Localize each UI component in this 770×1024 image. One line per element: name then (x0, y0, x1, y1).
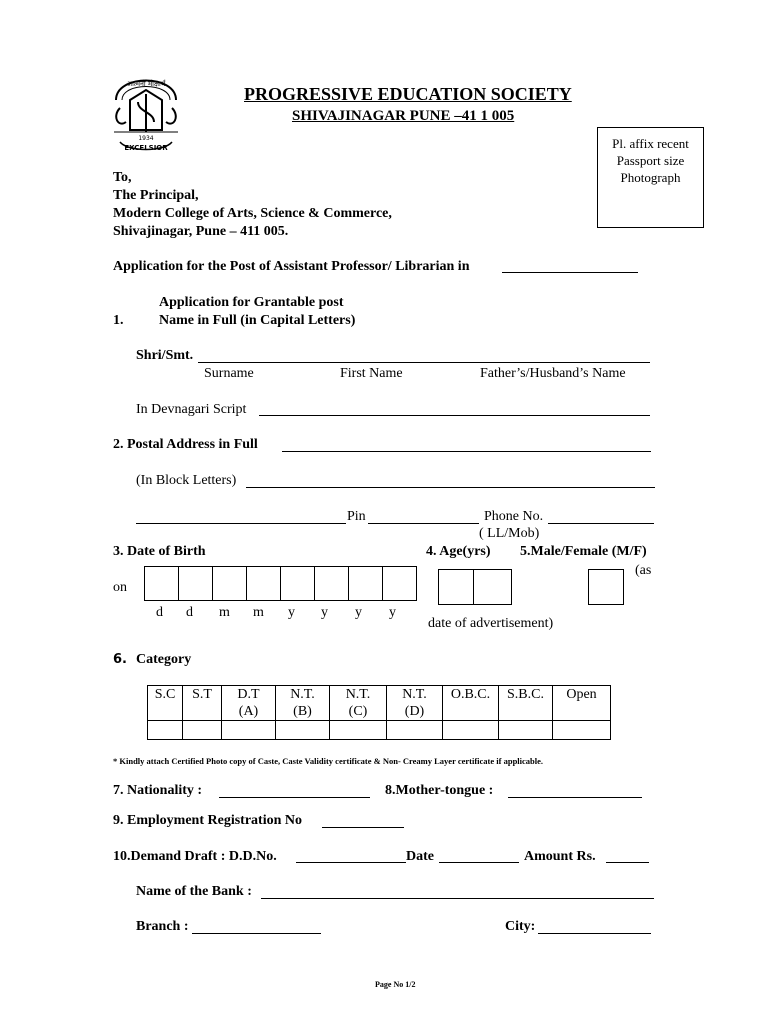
dob-letter-m2: m (253, 605, 264, 620)
age-box-1[interactable] (439, 570, 474, 604)
gender-box[interactable] (588, 569, 624, 605)
dob-letter-y3: y (355, 605, 362, 620)
mother-tongue-field[interactable] (508, 797, 642, 798)
branch-field[interactable] (192, 933, 321, 934)
category-number: 6. (113, 652, 127, 667)
application-post-label: Application for the Post of Assistant Professor/ Librarian in (113, 259, 470, 274)
category-input-obc[interactable] (443, 721, 499, 740)
category-input-sc[interactable] (148, 721, 183, 740)
category-sc: S.C (148, 686, 183, 721)
surname-caption: Surname (204, 366, 254, 381)
address-line1: The Principal, (113, 188, 199, 203)
category-input-nt-d[interactable] (387, 721, 443, 740)
category-table (147, 685, 611, 740)
category-note: * Kindly attach Certified Photo copy of Caste, Caste Validity certificate & Non- Creamy Layer certificate if applicable. (113, 756, 544, 766)
category-input-dt-a[interactable] (222, 721, 276, 740)
dd-number-field[interactable] (296, 862, 406, 863)
dob-box-m2[interactable] (247, 567, 281, 600)
pin-label: Pin (347, 509, 366, 524)
phone-note: ( LL/Mob) (479, 526, 540, 541)
phone-label: Phone No. (484, 509, 544, 524)
address-line3: Shivajinagar, Pune – 411 005. (113, 224, 289, 239)
category-open: Open (553, 686, 611, 721)
category-dt-a: D.T (A) (222, 686, 276, 721)
block-letters-field[interactable] (246, 487, 655, 488)
dob-boxes[interactable] (144, 566, 417, 601)
nationality-label: 7. Nationality : (113, 783, 203, 798)
photo-box-line1: Pl. affix recent (612, 136, 689, 151)
category-input-nt-b[interactable] (276, 721, 330, 740)
category-obc: O.B.C. (443, 686, 499, 721)
logo-year: 1934 (138, 135, 154, 142)
full-name-field[interactable] (198, 362, 650, 363)
post-field[interactable] (502, 272, 638, 273)
section1-label: Name in Full (in Capital Letters) (159, 313, 356, 328)
employment-reg-label: 9. Employment Registration No (113, 813, 302, 828)
first-name-caption: First Name (340, 366, 403, 381)
address-line-field[interactable] (136, 523, 346, 524)
category-label: Category (136, 652, 192, 667)
branch-label: Branch : (136, 919, 189, 934)
as-text: (as (635, 563, 652, 578)
pin-field[interactable] (368, 523, 479, 524)
category-input-row (148, 721, 611, 740)
page-number: Page No 1/2 (375, 980, 416, 989)
nationality-field[interactable] (219, 797, 370, 798)
devnagari-field[interactable] (259, 415, 650, 416)
age-label: 4. Age(yrs) (426, 544, 491, 559)
dob-letter-y4: y (389, 605, 396, 620)
postal-address-label: 2. Postal Address in Full (113, 437, 258, 452)
dob-box-y3[interactable] (349, 567, 383, 600)
gender-label: 5.Male/Female (M/F) (520, 544, 647, 559)
dob-letter-d2: d (186, 605, 193, 620)
dd-date-label: Date (406, 849, 434, 864)
category-input-nt-c[interactable] (330, 721, 387, 740)
dob-box-d1[interactable] (145, 567, 179, 600)
society-logo (108, 60, 184, 156)
grantable-label: Application for Grantable post (159, 295, 344, 310)
age-boxes[interactable] (438, 569, 512, 605)
postal-address-field[interactable] (282, 451, 651, 452)
phone-field[interactable] (548, 523, 654, 524)
bank-name-label: Name of the Bank : (136, 884, 252, 899)
devnagari-label: In Devnagari Script (136, 402, 247, 417)
dd-date-field[interactable] (439, 862, 519, 863)
on-text: on (113, 580, 127, 595)
city-label: City: (505, 919, 536, 934)
category-header-row (148, 686, 611, 721)
dd-number-label: 10.Demand Draft : D.D.No. (113, 849, 277, 864)
logo-excelsior: EXCELSIOR (124, 144, 168, 152)
category-nt-b: N.T. (B) (276, 686, 330, 721)
dob-box-y1[interactable] (281, 567, 315, 600)
category-st: S.T (183, 686, 222, 721)
dob-box-d2[interactable] (179, 567, 213, 600)
dob-letter-m1: m (219, 605, 230, 620)
logo-motto: आत्मनो मोक्षार्थं (126, 80, 166, 88)
amount-label: Amount Rs. (524, 849, 596, 864)
address-line2: Modern College of Arts, Science & Commerce, (113, 206, 392, 221)
society-title: PROGRESSIVE EDUCATION SOCIETY (244, 84, 572, 104)
category-input-st[interactable] (183, 721, 222, 740)
address-to: To, (113, 170, 132, 185)
section1-number: 1. (113, 313, 124, 328)
mother-tongue-label: 8.Mother-tongue : (385, 783, 494, 798)
dob-letter-y1: y (288, 605, 295, 620)
photo-box (597, 127, 704, 228)
shri-smt-label: Shri/Smt. (136, 348, 194, 363)
dob-box-y2[interactable] (315, 567, 349, 600)
category-input-open[interactable] (553, 721, 611, 740)
society-location: SHIVAJINAGAR PUNE –41 1 005 (292, 108, 515, 124)
category-input-sbc[interactable] (499, 721, 553, 740)
dob-box-m1[interactable] (213, 567, 247, 600)
dob-label: 3. Date of Birth (113, 544, 206, 559)
date-of-adv-text: date of advertisement) (428, 616, 554, 631)
dob-letter-d1: d (156, 605, 163, 620)
photo-box-line2: Passport size (616, 153, 685, 168)
dob-letter-y2: y (321, 605, 328, 620)
employment-reg-field[interactable] (322, 827, 404, 828)
photo-box-line3: Photograph (620, 170, 681, 185)
amount-field[interactable] (606, 862, 649, 863)
block-letters-label: (In Block Letters) (136, 473, 237, 488)
category-nt-c: N.T. (C) (330, 686, 387, 721)
father-name-caption: Father’s/Husband’s Name (480, 366, 626, 381)
city-field[interactable] (538, 933, 651, 934)
bank-name-field[interactable] (261, 898, 654, 899)
category-sbc: S.B.C. (499, 686, 553, 721)
category-nt-d: N.T. (D) (387, 686, 443, 721)
